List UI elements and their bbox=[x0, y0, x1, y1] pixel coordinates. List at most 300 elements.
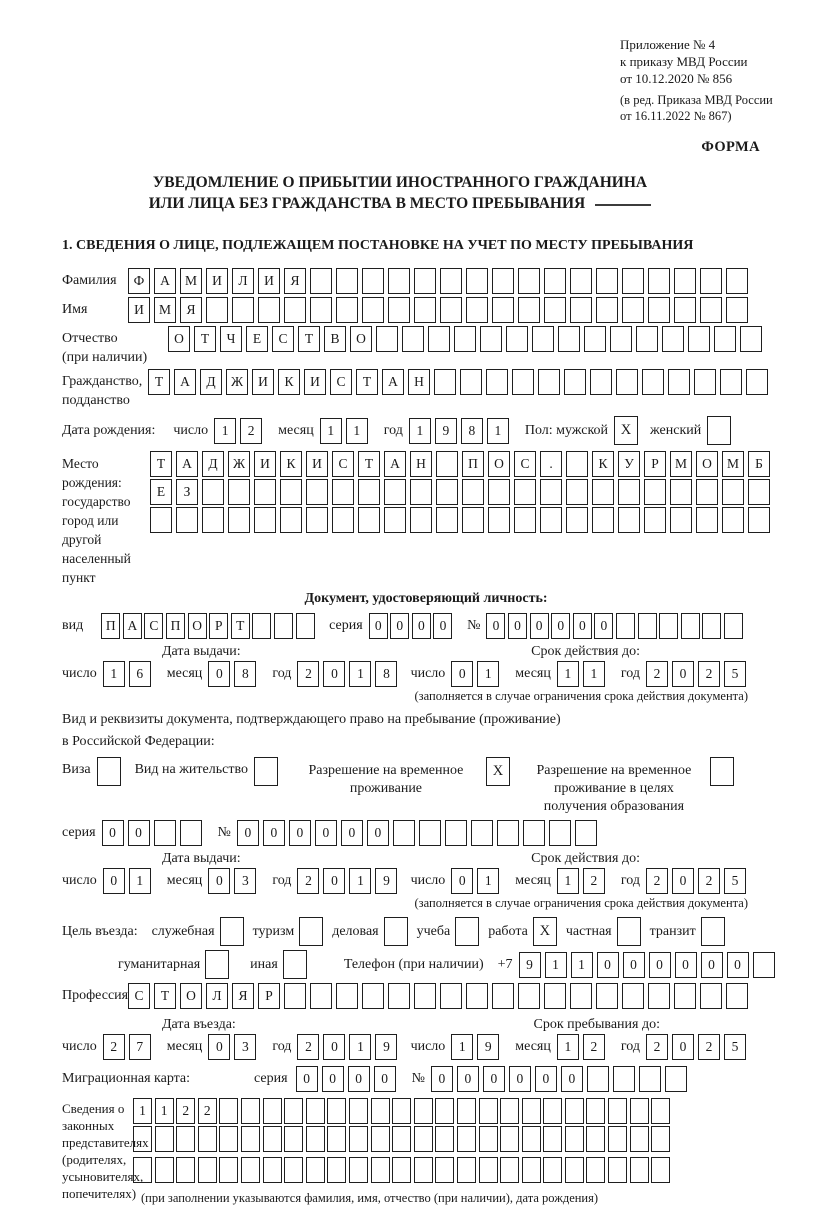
char-cell: 5 bbox=[724, 661, 746, 687]
char-cell: О bbox=[188, 613, 207, 639]
representatives-cells-row2 bbox=[133, 1126, 673, 1152]
char-cell: Д bbox=[202, 451, 224, 477]
char-cell: С bbox=[514, 451, 536, 477]
purpose-private-checkbox bbox=[617, 917, 641, 946]
char-cell: . bbox=[540, 451, 562, 477]
char-cell bbox=[622, 983, 644, 1009]
char-cell: Я bbox=[284, 268, 306, 294]
entry-date-headings bbox=[62, 1017, 790, 1033]
representatives-cells-row1 bbox=[133, 1098, 673, 1124]
char-cell bbox=[327, 1098, 346, 1124]
representatives-row bbox=[62, 1098, 790, 1208]
char-cell bbox=[414, 983, 436, 1009]
char-cell: 8 bbox=[375, 661, 397, 687]
char-cell bbox=[726, 983, 748, 1009]
char-cell: 2 bbox=[198, 1098, 217, 1124]
char-cell bbox=[219, 1098, 238, 1124]
char-cell: П bbox=[101, 613, 120, 639]
char-cell: Л bbox=[206, 983, 228, 1009]
residence-permit-option bbox=[135, 757, 278, 786]
purpose-tourism: туризм bbox=[253, 917, 324, 946]
char-cell bbox=[681, 613, 700, 639]
char-cell: 0 bbox=[102, 820, 124, 846]
char-cell: 1 bbox=[320, 418, 342, 444]
doc-series-cells bbox=[369, 613, 455, 639]
char-cell: 0 bbox=[289, 820, 311, 846]
validity-note: (заполняется в случае ограничения срока действия документа) bbox=[414, 896, 748, 910]
char-cell bbox=[630, 1126, 649, 1152]
visa-checkbox bbox=[97, 757, 121, 786]
char-cell: С bbox=[144, 613, 163, 639]
char-cell bbox=[358, 507, 380, 533]
purpose-transit: транзит bbox=[650, 917, 725, 946]
char-cell bbox=[608, 1126, 627, 1152]
migration-card-row bbox=[62, 1066, 790, 1092]
char-cell bbox=[558, 326, 580, 352]
char-cell bbox=[622, 268, 644, 294]
char-cell: 0 bbox=[672, 1034, 694, 1060]
char-cell bbox=[327, 1157, 346, 1183]
char-cell: Ч bbox=[220, 326, 242, 352]
surname-row bbox=[62, 268, 790, 294]
char-cell bbox=[388, 268, 410, 294]
form-title-line1: УВЕДОМЛЕНИЕ О ПРИБЫТИИ ИНОСТРАННОГО ГРАЖДАНИНА bbox=[152, 174, 648, 191]
char-cell: 0 bbox=[649, 952, 671, 978]
doc-issue-month-cells bbox=[208, 661, 260, 687]
char-cell: 2 bbox=[297, 1034, 319, 1060]
char-cell bbox=[618, 507, 640, 533]
char-cell: Т bbox=[154, 983, 176, 1009]
char-cell bbox=[133, 1157, 152, 1183]
birth-place-cells-row1 bbox=[150, 451, 774, 477]
char-cell bbox=[700, 983, 722, 1009]
purpose-humanitarian-checkbox bbox=[205, 950, 229, 979]
name-label: Имя bbox=[62, 302, 88, 317]
char-cell: П bbox=[166, 613, 185, 639]
char-cell bbox=[644, 507, 666, 533]
char-cell: 9 bbox=[519, 952, 541, 978]
phone-cells bbox=[519, 952, 779, 978]
appendix-block bbox=[620, 36, 820, 124]
char-cell bbox=[566, 507, 588, 533]
doc-valid-year-cells bbox=[646, 661, 750, 687]
char-cell: 7 bbox=[129, 1034, 151, 1060]
char-cell bbox=[274, 613, 293, 639]
birth-month-cells bbox=[320, 418, 372, 444]
char-cell bbox=[376, 326, 398, 352]
char-cell: 2 bbox=[698, 1034, 720, 1060]
char-cell bbox=[665, 1066, 687, 1092]
temp-residence-label: Разрешение на временное проживание bbox=[308, 763, 464, 796]
patronymic-cells bbox=[168, 326, 766, 352]
char-cell bbox=[674, 297, 696, 323]
citizenship-row bbox=[62, 369, 790, 410]
char-cell: 0 bbox=[431, 1066, 453, 1092]
char-cell bbox=[258, 297, 280, 323]
char-cell: О bbox=[168, 326, 190, 352]
char-cell bbox=[414, 268, 436, 294]
char-cell bbox=[616, 613, 635, 639]
char-cell bbox=[644, 479, 666, 505]
char-cell: К bbox=[280, 451, 302, 477]
char-cell bbox=[284, 1098, 303, 1124]
char-cell bbox=[263, 1157, 282, 1183]
char-cell: 1 bbox=[349, 661, 371, 687]
char-cell: А bbox=[174, 369, 196, 395]
name-cells bbox=[128, 297, 752, 323]
char-cell bbox=[636, 326, 658, 352]
birth-day-cells bbox=[214, 418, 266, 444]
char-cell bbox=[540, 507, 562, 533]
stay-year-cells bbox=[646, 1034, 750, 1060]
birth-date-row bbox=[62, 416, 790, 445]
char-cell bbox=[523, 820, 545, 846]
char-cell bbox=[565, 1157, 584, 1183]
char-cell: 3 bbox=[234, 1034, 256, 1060]
char-cell bbox=[436, 507, 458, 533]
char-cell: 0 bbox=[594, 613, 613, 639]
char-cell bbox=[176, 1157, 195, 1183]
char-cell: 0 bbox=[390, 613, 409, 639]
char-cell: 2 bbox=[583, 1034, 605, 1060]
char-cell bbox=[332, 479, 354, 505]
char-cell: Н bbox=[408, 369, 430, 395]
char-cell bbox=[428, 326, 450, 352]
char-cell bbox=[414, 297, 436, 323]
issue-date-heading: Дата выдачи: bbox=[162, 644, 241, 659]
char-cell: 0 bbox=[367, 820, 389, 846]
char-cell bbox=[596, 268, 618, 294]
char-cell bbox=[392, 1126, 411, 1152]
char-cell: Ж bbox=[228, 451, 250, 477]
char-cell: С bbox=[330, 369, 352, 395]
char-cell bbox=[362, 268, 384, 294]
char-cell: 0 bbox=[348, 1066, 370, 1092]
char-cell: А bbox=[176, 451, 198, 477]
char-cell bbox=[306, 507, 328, 533]
validity-note: (заполняется в случае ограничения срока действия документа) bbox=[414, 689, 748, 703]
phone-prefix: +7 bbox=[497, 956, 513, 972]
char-cell bbox=[454, 326, 476, 352]
char-cell: 1 bbox=[409, 418, 431, 444]
char-cell: М bbox=[670, 451, 692, 477]
purpose-row bbox=[62, 917, 790, 946]
char-cell: 0 bbox=[672, 868, 694, 894]
char-cell bbox=[700, 268, 722, 294]
residence-issue-day-cells bbox=[103, 868, 155, 894]
entry-date-heading: Дата въезда: bbox=[162, 1017, 236, 1032]
char-cell bbox=[296, 613, 315, 639]
char-cell: 0 bbox=[263, 820, 285, 846]
char-cell: Т bbox=[148, 369, 170, 395]
birth-year-cells bbox=[409, 418, 513, 444]
char-cell bbox=[586, 1098, 605, 1124]
char-cell bbox=[564, 369, 586, 395]
char-cell bbox=[310, 297, 332, 323]
char-cell: М bbox=[180, 268, 202, 294]
char-cell bbox=[488, 479, 510, 505]
birth-place-cells-row2 bbox=[150, 479, 774, 505]
char-cell: 0 bbox=[561, 1066, 583, 1092]
purpose-official-checkbox bbox=[220, 917, 244, 946]
appendix-line: от 10.12.2020 № 856 bbox=[620, 71, 733, 86]
char-cell bbox=[310, 268, 332, 294]
char-cell bbox=[586, 1157, 605, 1183]
char-cell: 1 bbox=[346, 418, 368, 444]
char-cell bbox=[608, 1157, 627, 1183]
doc-issue-day-cells bbox=[103, 661, 155, 687]
char-cell bbox=[618, 479, 640, 505]
char-cell bbox=[753, 952, 775, 978]
temp-residence-education-label: Разрешение на временное проживание в целях получения образования bbox=[536, 763, 692, 814]
char-cell: 0 bbox=[535, 1066, 557, 1092]
visa-option bbox=[62, 757, 121, 786]
forma-label: ФОРМА bbox=[701, 139, 760, 155]
char-cell bbox=[198, 1126, 217, 1152]
char-cell bbox=[540, 479, 562, 505]
char-cell bbox=[466, 268, 488, 294]
char-cell bbox=[410, 507, 432, 533]
char-cell bbox=[587, 1066, 609, 1092]
sex-female-label: женский bbox=[650, 422, 702, 438]
migration-series-label: серия bbox=[254, 1071, 288, 1086]
representatives-note: (при заполнении указываются фамилия, имя, отчество (при наличии), дата рождения) bbox=[141, 1191, 599, 1205]
char-cell bbox=[284, 1126, 303, 1152]
purpose-other: иная bbox=[250, 950, 307, 979]
char-cell bbox=[722, 507, 744, 533]
char-cell bbox=[613, 1066, 635, 1092]
char-cell: Д bbox=[200, 369, 222, 395]
char-cell bbox=[696, 507, 718, 533]
char-cell bbox=[206, 297, 228, 323]
stay-month-cells bbox=[557, 1034, 609, 1060]
char-cell: О bbox=[696, 451, 718, 477]
profession-row bbox=[62, 983, 790, 1009]
char-cell bbox=[746, 369, 768, 395]
char-cell bbox=[522, 1126, 541, 1152]
char-cell bbox=[570, 983, 592, 1009]
doc-series-label: серия bbox=[329, 618, 363, 633]
char-cell bbox=[630, 1098, 649, 1124]
char-cell bbox=[492, 297, 514, 323]
char-cell bbox=[388, 297, 410, 323]
char-cell bbox=[724, 613, 743, 639]
char-cell bbox=[349, 1157, 368, 1183]
temp-residence-education-option bbox=[524, 757, 734, 816]
char-cell: 0 bbox=[509, 1066, 531, 1092]
char-cell bbox=[284, 297, 306, 323]
char-cell bbox=[522, 1098, 541, 1124]
char-cell bbox=[608, 1098, 627, 1124]
char-cell: К bbox=[592, 451, 614, 477]
doc-valid-month-cells bbox=[557, 661, 609, 687]
char-cell bbox=[402, 326, 424, 352]
char-cell: 2 bbox=[646, 1034, 668, 1060]
residence-number-label: № bbox=[217, 825, 231, 840]
char-cell bbox=[662, 326, 684, 352]
char-cell bbox=[726, 268, 748, 294]
char-cell bbox=[596, 983, 618, 1009]
char-cell bbox=[232, 297, 254, 323]
char-cell bbox=[462, 507, 484, 533]
char-cell bbox=[648, 268, 670, 294]
char-cell: Т bbox=[356, 369, 378, 395]
char-cell bbox=[155, 1157, 174, 1183]
citizenship-cells bbox=[148, 369, 772, 395]
char-cell: 0 bbox=[672, 661, 694, 687]
char-cell: 0 bbox=[315, 820, 337, 846]
appendix-line: к приказу МВД России bbox=[620, 54, 748, 69]
char-cell bbox=[538, 369, 560, 395]
appendix-amendment-line: от 16.11.2022 № 867) bbox=[620, 109, 732, 123]
char-cell bbox=[566, 451, 588, 477]
sex-male-label: Пол: мужской bbox=[524, 422, 609, 438]
char-cell: С bbox=[272, 326, 294, 352]
char-cell bbox=[668, 369, 690, 395]
temp-residence-option bbox=[292, 757, 510, 798]
char-cell bbox=[566, 479, 588, 505]
char-cell: А bbox=[123, 613, 142, 639]
char-cell: 8 bbox=[461, 418, 483, 444]
char-cell bbox=[457, 1157, 476, 1183]
char-cell bbox=[471, 820, 493, 846]
identity-doc-row bbox=[62, 613, 790, 639]
char-cell bbox=[306, 1157, 325, 1183]
char-cell bbox=[565, 1126, 584, 1152]
char-cell: 2 bbox=[698, 661, 720, 687]
char-cell: 2 bbox=[176, 1098, 195, 1124]
citizenship-label: Гражданство, подданство bbox=[62, 369, 148, 410]
char-cell bbox=[544, 983, 566, 1009]
temp-residence-education-checkbox bbox=[710, 757, 734, 786]
entry-year-cells bbox=[297, 1034, 401, 1060]
char-cell: 9 bbox=[477, 1034, 499, 1060]
char-cell bbox=[263, 1098, 282, 1124]
char-cell: Ж bbox=[226, 369, 248, 395]
char-cell bbox=[435, 1157, 454, 1183]
char-cell bbox=[639, 1066, 661, 1092]
char-cell bbox=[384, 507, 406, 533]
char-cell bbox=[565, 1098, 584, 1124]
char-cell: М bbox=[722, 451, 744, 477]
char-cell bbox=[219, 1157, 238, 1183]
char-cell bbox=[176, 507, 198, 533]
char-cell: 2 bbox=[646, 868, 668, 894]
doc-issue-year-cells bbox=[297, 661, 401, 687]
char-cell: 1 bbox=[557, 868, 579, 894]
temp-residence-checkbox: X bbox=[486, 757, 510, 786]
char-cell: Т bbox=[358, 451, 380, 477]
stay-until-heading: Срок пребывания до: bbox=[533, 1017, 660, 1032]
char-cell bbox=[284, 983, 306, 1009]
purpose-tourism-checkbox bbox=[299, 917, 323, 946]
char-cell: 0 bbox=[457, 1066, 479, 1092]
char-cell bbox=[500, 1098, 519, 1124]
char-cell: 1 bbox=[451, 1034, 473, 1060]
char-cell: 0 bbox=[573, 613, 592, 639]
char-cell bbox=[306, 1126, 325, 1152]
char-cell bbox=[532, 326, 554, 352]
char-cell bbox=[457, 1098, 476, 1124]
doc-number-label: № bbox=[467, 618, 481, 633]
char-cell: 0 bbox=[530, 613, 549, 639]
purpose-private: частная bbox=[566, 917, 641, 946]
char-cell: 1 bbox=[557, 1034, 579, 1060]
purpose-business: деловая bbox=[332, 917, 407, 946]
char-cell: 2 bbox=[103, 1034, 125, 1060]
char-cell: 9 bbox=[375, 1034, 397, 1060]
purpose-other-checkbox bbox=[283, 950, 307, 979]
char-cell: О bbox=[350, 326, 372, 352]
birth-place-label: Место рождения: государство город или другой населенный пункт bbox=[62, 456, 131, 585]
char-cell: 1 bbox=[349, 1034, 371, 1060]
char-cell bbox=[492, 268, 514, 294]
char-cell: Т bbox=[150, 451, 172, 477]
char-cell bbox=[393, 820, 415, 846]
char-cell bbox=[332, 507, 354, 533]
char-cell: И bbox=[258, 268, 280, 294]
char-cell: В bbox=[324, 326, 346, 352]
char-cell: 1 bbox=[557, 661, 579, 687]
char-cell: 3 bbox=[234, 868, 256, 894]
char-cell: Н bbox=[410, 451, 432, 477]
char-cell: У bbox=[618, 451, 640, 477]
residence-valid-day-cells bbox=[451, 868, 503, 894]
purpose-row2 bbox=[118, 950, 790, 979]
char-cell: 0 bbox=[296, 1066, 318, 1092]
purpose-work-checkbox: X bbox=[533, 917, 557, 946]
char-cell bbox=[419, 820, 441, 846]
char-cell bbox=[180, 820, 202, 846]
char-cell bbox=[241, 1126, 260, 1152]
char-cell bbox=[466, 983, 488, 1009]
char-cell: 0 bbox=[323, 1034, 345, 1060]
char-cell bbox=[228, 479, 250, 505]
form-title bbox=[10, 172, 790, 214]
blank-underline bbox=[595, 204, 651, 206]
char-cell: С bbox=[128, 983, 150, 1009]
char-cell bbox=[610, 326, 632, 352]
char-cell: Т bbox=[298, 326, 320, 352]
char-cell bbox=[522, 1157, 541, 1183]
representatives-label: Сведения о законных представителях (родителях, усыновителях, попечителях) bbox=[62, 1101, 149, 1201]
char-cell: А bbox=[384, 451, 406, 477]
char-cell bbox=[479, 1126, 498, 1152]
char-cell: 2 bbox=[583, 868, 605, 894]
char-cell bbox=[228, 507, 250, 533]
char-cell bbox=[435, 1126, 454, 1152]
char-cell: 5 bbox=[724, 868, 746, 894]
month-label: месяц bbox=[278, 422, 314, 438]
patronymic-row bbox=[62, 326, 790, 367]
residence-dates-row: число 0 1 месяц 0 3 год 2 0 1 9 число 0 1 месяц 1 2 год 2 0 2 5 bbox=[62, 868, 790, 894]
char-cell: 0 bbox=[483, 1066, 505, 1092]
char-cell: 1 bbox=[545, 952, 567, 978]
char-cell bbox=[651, 1157, 670, 1183]
char-cell: А bbox=[154, 268, 176, 294]
char-cell bbox=[638, 613, 657, 639]
char-cell bbox=[586, 1126, 605, 1152]
char-cell bbox=[670, 479, 692, 505]
char-cell: И bbox=[304, 369, 326, 395]
char-cell: 0 bbox=[103, 868, 125, 894]
char-cell bbox=[219, 1126, 238, 1152]
char-cell bbox=[590, 369, 612, 395]
char-cell bbox=[176, 1126, 195, 1152]
residence-issue-year-cells bbox=[297, 868, 401, 894]
char-cell bbox=[479, 1157, 498, 1183]
surname-cells bbox=[128, 268, 752, 294]
